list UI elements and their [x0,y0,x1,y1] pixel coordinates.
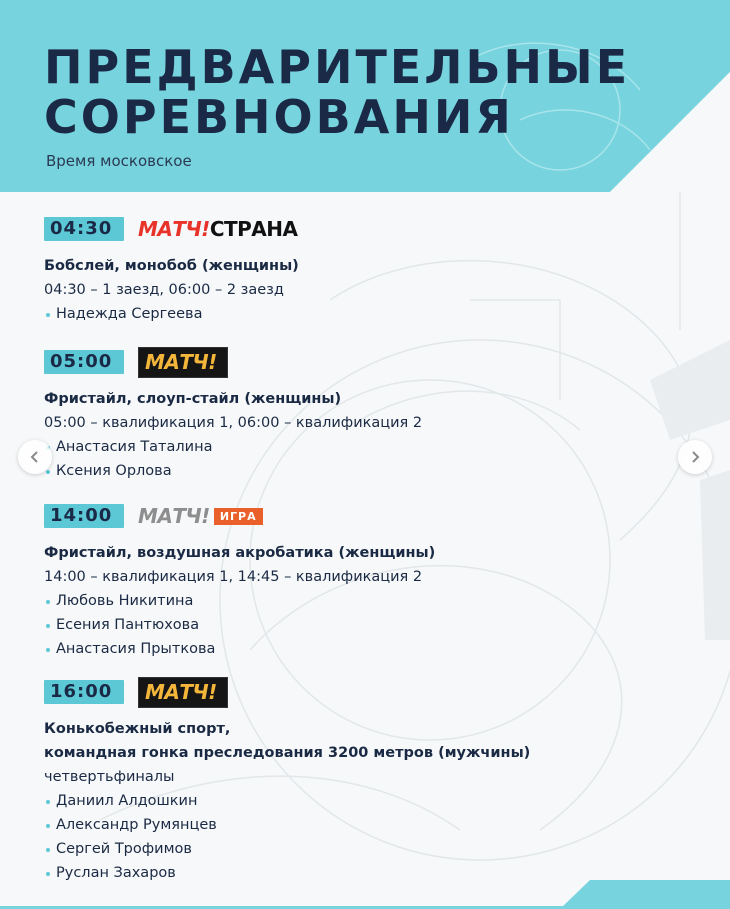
carousel-next-button[interactable] [678,440,712,474]
title-line-1: ПРЕДВАРИТЕЛЬНЫЕ [44,40,631,94]
schedule-block [44,503,435,661]
athlete-item: Александр Румянцев [44,813,530,837]
schedule-block [44,216,299,326]
channel-logo-match-strana [138,217,298,241]
time-row [44,503,435,529]
title-line-2: СОРЕВНОВАНИЯ [44,90,514,144]
time-badge: 04:30 [44,217,124,241]
event-title-line-2: командная гонка преследования 3200 метров (мужчины) [44,745,531,761]
logo-suffix: СТРАНА [209,217,298,241]
athlete-item: Есения Пантюхова [44,613,435,637]
athlete-list [44,435,422,483]
athlete-item: Сергей Трофимов [44,837,530,861]
logo-main: МАТЧ! [138,217,210,241]
athlete-item: Ксения Орлова [44,459,422,483]
timezone-note: Время московское [46,152,192,170]
event-details: 04:30 – 1 заезд, 06:00 – 2 заезд [44,282,284,298]
athlete-item: Руслан Захаров [44,861,530,885]
time-badge: 05:00 [44,350,124,374]
athlete-item: Анастасия Прыткова [44,637,435,661]
channel-logo-match: МАТЧ! [138,347,228,378]
event-details: 14:00 – квалификация 1, 14:45 – квалификация 2 [44,569,423,585]
event-title: Фристайл, воздушная акробатика (женщины) [44,545,436,561]
athlete-item: Любовь Никитина [44,589,435,613]
time-badge: 16:00 [44,680,124,704]
event-title: Фристайл, слоуп-стайл (женщины) [44,391,342,407]
athlete-item: Надежда Сергеева [44,302,299,326]
chevron-right-icon [688,450,702,464]
event-title: Конькобежный спорт, [44,721,231,737]
chevron-left-icon [28,450,42,464]
event-details: 05:00 – квалификация 1, 06:00 – квалификация 2 [44,415,423,431]
page-title [44,42,630,142]
time-row [44,349,422,375]
carousel-prev-button[interactable] [18,440,52,474]
time-row [44,216,299,242]
athlete-list [44,302,299,326]
logo-suffix: ИГРА [214,508,263,525]
time-badge: 14:00 [44,504,124,528]
schedule-block [44,679,530,885]
schedule-block [44,349,422,483]
athlete-list [44,589,435,661]
athlete-item: Анастасия Таталина [44,435,422,459]
athlete-item: Даниил Алдошкин [44,789,530,813]
channel-logo-match-igra [138,504,263,528]
athlete-list [44,789,530,885]
time-row [44,679,530,705]
logo-main: МАТЧ! [138,504,210,528]
event-details: четвертьфиналы [44,769,175,785]
channel-logo-match: МАТЧ! [138,677,228,708]
event-title: Бобслей, монобоб (женщины) [44,258,299,274]
